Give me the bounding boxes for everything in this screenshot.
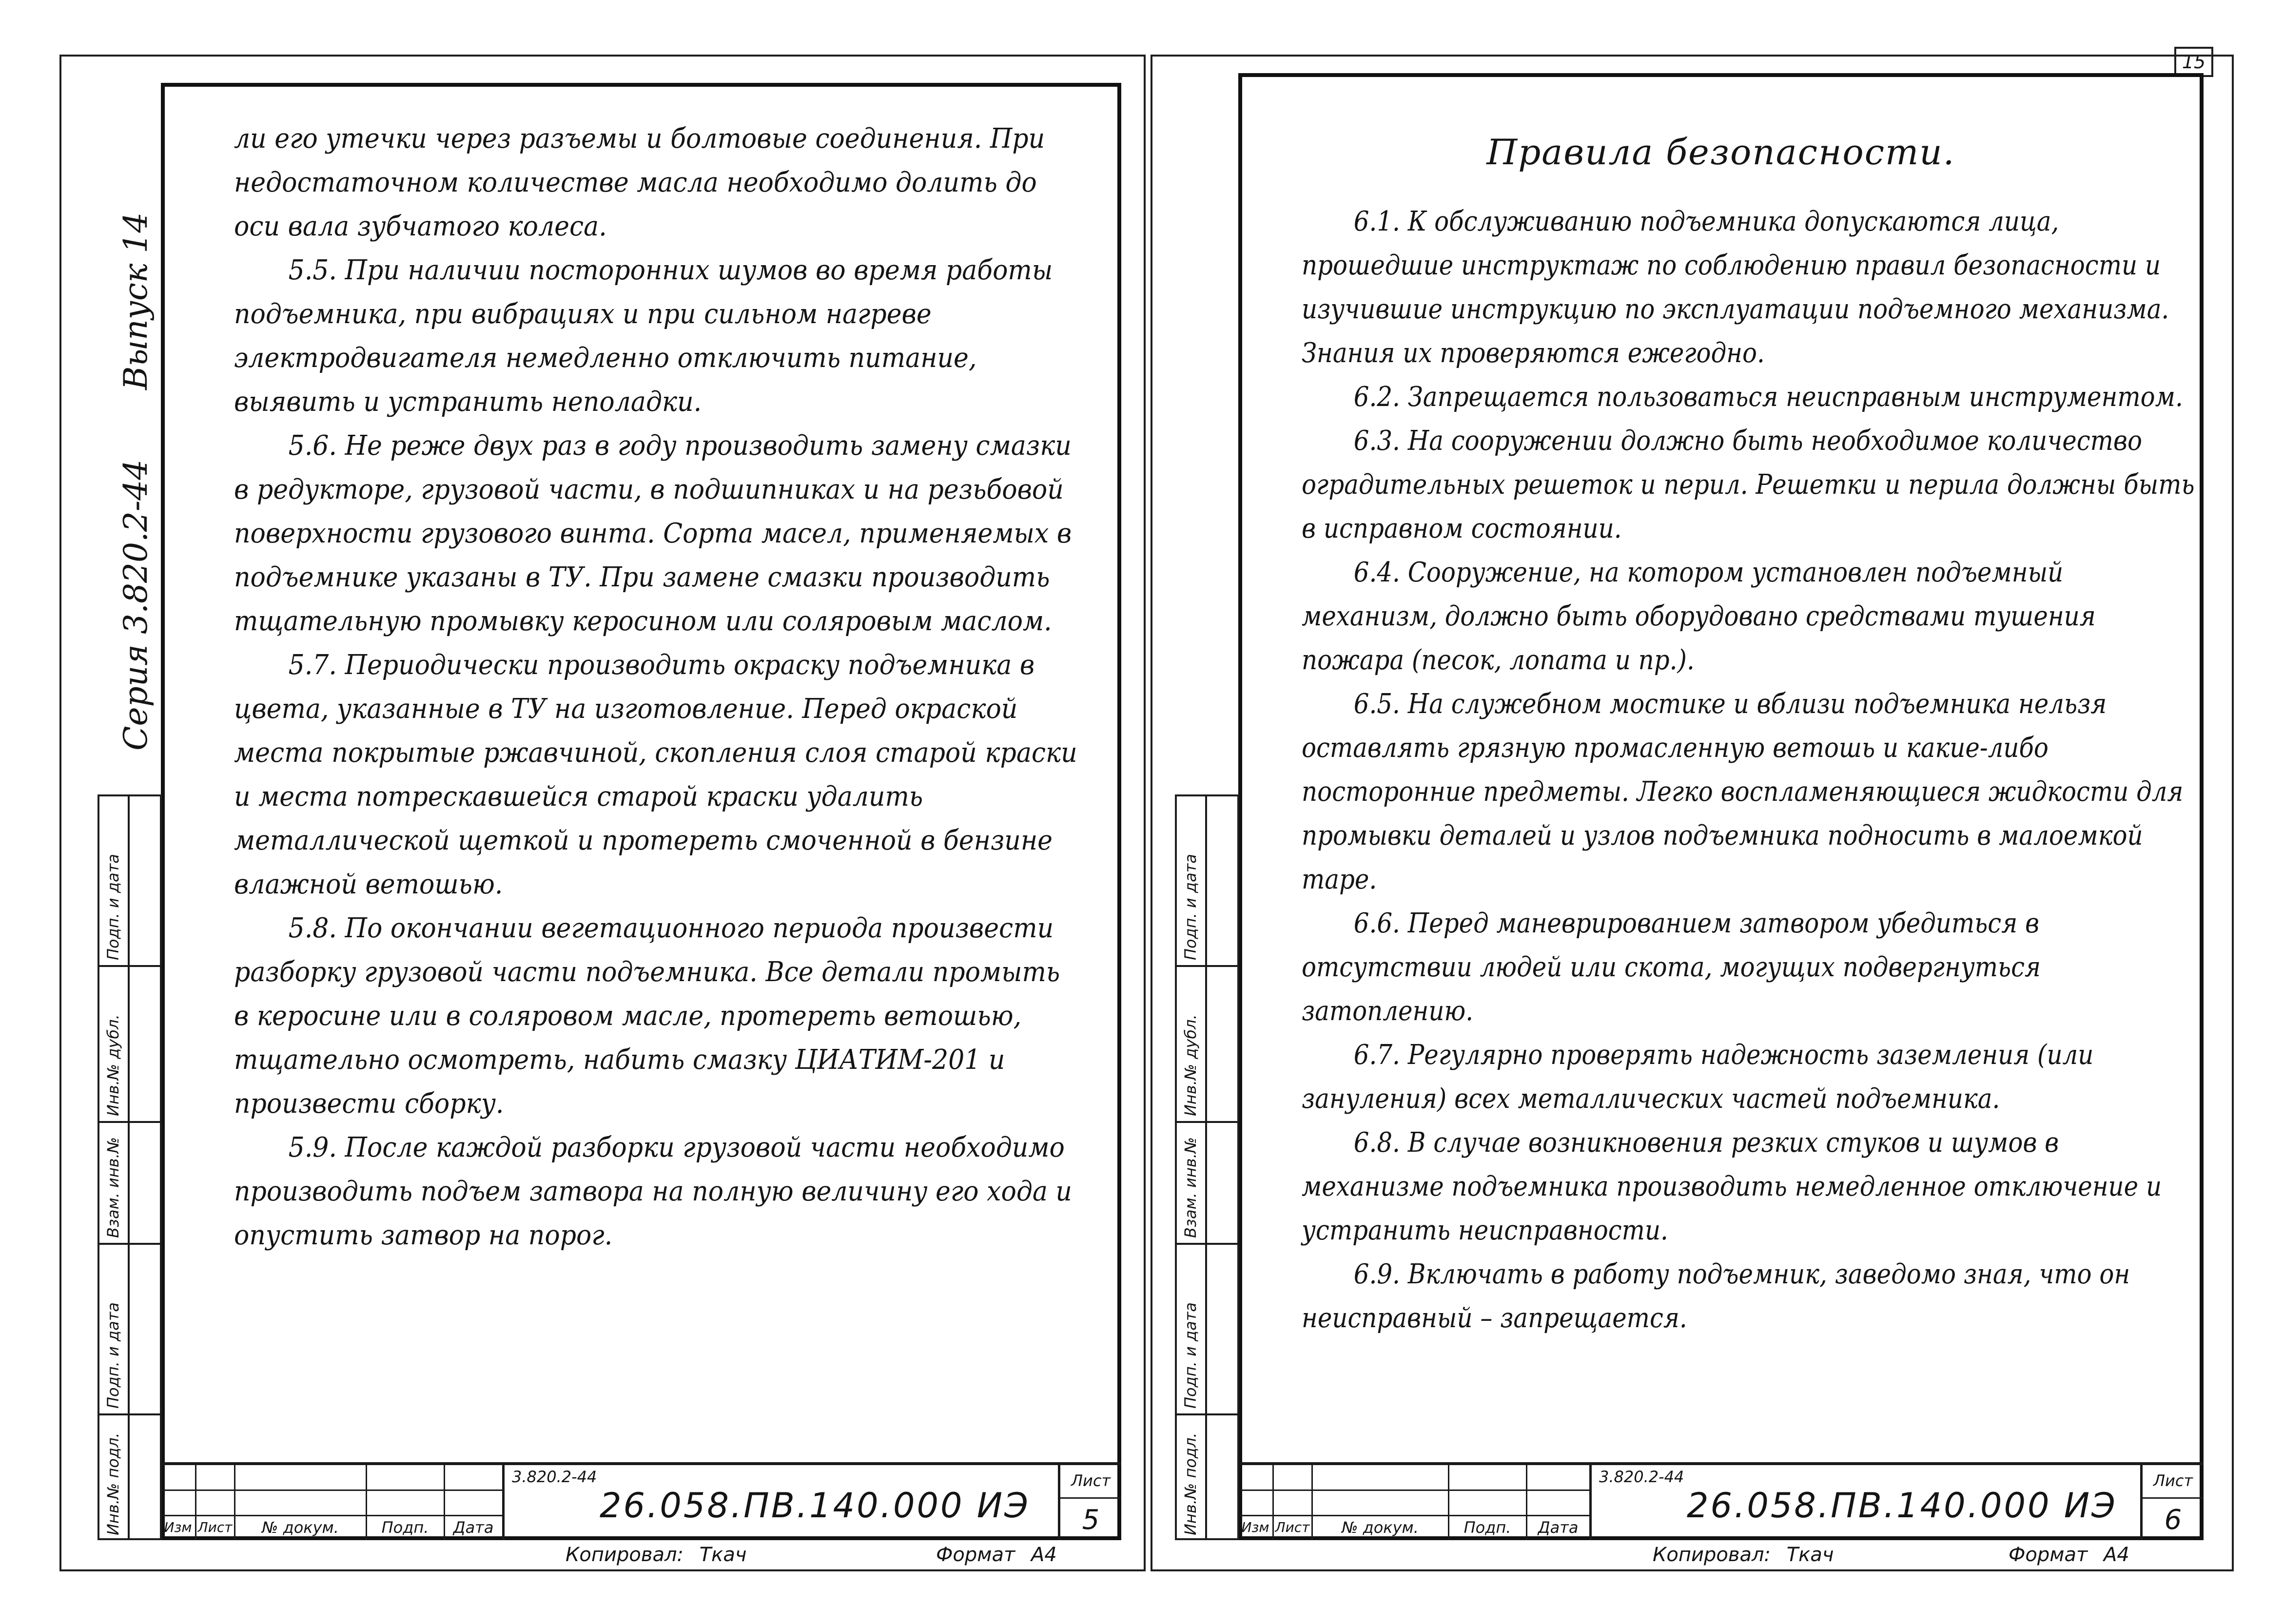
title-block-row-rule xyxy=(2140,1497,2204,1499)
side-stamp-label: Подп. и дата xyxy=(104,854,122,960)
side-stamp-label: Инв.№ подл. xyxy=(1181,1432,1200,1535)
copied-sign: Ткач xyxy=(1786,1544,1834,1566)
title-block-row-rule xyxy=(161,1489,502,1491)
format-value: А4 xyxy=(2104,1544,2129,1566)
title-block-row-rule xyxy=(1238,1515,1589,1516)
sheet-label: Лист xyxy=(1071,1471,1111,1490)
format xyxy=(2009,1545,2129,1565)
paragraph-5-6: 5.6. Не реже двух раз в году производить замену смазки в редукторе, грузовой части, в подшипниках и на резьбовой поверхности грузового винта. Сорта масел, применяемых в подъемнике указаны в ТУ. При замене смазки производить тщательную промывку керосином или соляровым маслом. xyxy=(234,430,1072,637)
side-stamp-label: Взам. инв.№ xyxy=(1181,1137,1200,1238)
col-label-date: Дата xyxy=(453,1518,494,1537)
col-label-doc: № докум. xyxy=(1342,1518,1419,1537)
col-label-list: Лист xyxy=(197,1519,233,1535)
paragraph-5-7: 5.7. Периодически производить окраску подъемника в цвета, указанные в ТУ на изготовление. Перед окраской места покрытые ржавчиной, скопления слоя старой краски и места потрескавшейся старой краски удалить металлической щеткой и протереть смоченной в бензине влажной ветошью. xyxy=(234,649,1077,900)
side-stamp-rule xyxy=(98,1243,162,1245)
title-block-col xyxy=(1589,1462,1592,1540)
right-body-text xyxy=(1302,200,2195,1340)
paragraph-6-1: 6.1. К обслуживанию подъемника допускаются лица, прошедшие инструктаж по соблюдению правил безопасности и изучившие инструкцию по эксплуатации подъемного механизма. Знания их проверяются ежегодно. xyxy=(1302,206,2169,369)
paragraph-6-8: 6.8. В случае возникновения резких стуков и шумов в механизме подъемника производить немедленное отключение и устранить неисправности. xyxy=(1302,1127,2162,1246)
page-title: Правила безопасности. xyxy=(1486,132,1955,173)
issue-label: Выпуск 14 xyxy=(117,212,155,390)
col-label-sign: Подп. xyxy=(381,1518,429,1537)
copied-by xyxy=(566,1545,746,1565)
format-label: Формат xyxy=(936,1544,1015,1566)
side-stamp-label: Подп. и дата xyxy=(1181,1302,1200,1409)
sheet-number: 15 xyxy=(2182,51,2206,73)
title-block-top-rule xyxy=(161,1462,1121,1465)
side-stamp-rule xyxy=(98,1413,162,1415)
col-label-date: Дата xyxy=(1538,1518,1579,1537)
copied-label: Копировал: xyxy=(566,1544,684,1566)
side-stamp-divider xyxy=(128,794,130,1540)
right-page xyxy=(1151,0,2283,1624)
col-label-sign: Подп. xyxy=(1463,1518,1511,1537)
side-stamp-label: Подп. и дата xyxy=(1181,854,1200,960)
title-block xyxy=(161,1462,1121,1540)
col-label-list: Лист xyxy=(1275,1519,1310,1535)
sheet-value: 6 xyxy=(2164,1504,2182,1536)
side-stamp-label: Инв.№ дубл. xyxy=(1181,1014,1200,1116)
title-block-row-rule xyxy=(161,1515,502,1516)
format xyxy=(936,1545,1057,1565)
paragraph-6-2: 6.2. Запрещается пользоваться неисправным инструментом. xyxy=(1353,381,2183,413)
title-block-row-rule xyxy=(1238,1489,1589,1491)
side-stamp-rule xyxy=(98,965,162,967)
title-block-top-rule xyxy=(1238,1462,2204,1465)
side-stamp-label: Подп. и дата xyxy=(104,1302,122,1409)
side-stamp-rule xyxy=(1175,1121,1239,1123)
side-stamp-label: Инв.№ подл. xyxy=(104,1432,122,1535)
series-label: Серия 3.820.2-44 xyxy=(117,459,155,751)
series-code: 3.820.2-44 xyxy=(1599,1468,1684,1486)
paragraph-6-6: 6.6. Перед маневрированием затвором убедиться в отсутствии людей или скота, могущих подвергнуться затоплению. xyxy=(1302,908,2041,1027)
title-block-row-rule xyxy=(1058,1497,1121,1499)
side-stamp-label: Инв.№ дубл. xyxy=(104,1014,122,1116)
document-code: 26.058.ПВ.140.000 ИЭ xyxy=(600,1486,1031,1526)
copied-label: Копировал: xyxy=(1653,1544,1771,1566)
side-stamp-rule xyxy=(98,1121,162,1123)
document-code: 26.058.ПВ.140.000 ИЭ xyxy=(1687,1486,2118,1526)
paragraph-6-4: 6.4. Сооружение, на котором установлен подъемный механизм, должно быть оборудовано средствами тушения пожара (песок, лопата и пр.). xyxy=(1302,557,2096,676)
paragraph-6-9: 6.9. Включать в работу подъемник, заведомо зная, что он неисправный – запрещается. xyxy=(1302,1258,2130,1334)
format-value: А4 xyxy=(1031,1544,1057,1566)
side-stamp-rule xyxy=(1175,965,1239,967)
format-label: Формат xyxy=(2009,1544,2088,1566)
paragraph-6-5: 6.5. На служебном мостике и вблизи подъемника нельзя оставлять грязную промасленную ветошь и какие-либо посторонние предметы. Легко воспламеняющиеся жидкости для промывки деталей и узлов подъемника подносить в малоемкой таре. xyxy=(1302,688,2184,895)
title-block-col xyxy=(502,1462,505,1540)
paragraph: ли его утечки через разъемы и болтовые соединения. При недостаточном количестве масла необходимо долить до оси вала зубчатого колеса. xyxy=(234,123,1045,242)
copied-by xyxy=(1653,1545,1834,1565)
col-label-izm: Изм xyxy=(164,1519,192,1535)
side-stamp-rule xyxy=(1175,1243,1239,1245)
paragraph-6-7: 6.7. Регулярно проверять надежность заземления (или зануления) всех металлических частей подъемника. xyxy=(1302,1039,2094,1115)
left-body-text xyxy=(234,117,1077,1257)
paragraph-5-5: 5.5. При наличии посторонних шумов во время работы подъемника, при вибрациях и при сильном нагреве электродвигателя немедленно отключить питание, выявить и устранить неполадки. xyxy=(234,254,1053,418)
paragraph-6-3: 6.3. На сооружении должно быть необходимое количество оградительных решеток и перил. Решетки и перила должны быть в исправном состоянии. xyxy=(1302,425,2195,544)
sheet-value: 5 xyxy=(1082,1504,1100,1536)
copied-sign: Ткач xyxy=(699,1544,747,1566)
side-stamp-rule xyxy=(1175,1413,1239,1415)
side-stamp-label: Взам. инв.№ xyxy=(104,1137,122,1238)
paragraph-5-9: 5.9. После каждой разборки грузовой части необходимо производить подъем затвора на полную величину его хода и опустить затвор на порог. xyxy=(234,1132,1072,1251)
series-code: 3.820.2-44 xyxy=(512,1468,597,1486)
side-stamp-divider xyxy=(1205,794,1207,1540)
col-label-doc: № докум. xyxy=(262,1518,339,1537)
title-block xyxy=(1238,1462,2204,1540)
col-label-izm: Изм xyxy=(1241,1519,1269,1535)
sheet-label: Лист xyxy=(2153,1471,2193,1490)
paragraph-5-8: 5.8. По окончании вегетационного периода произвести разборку грузовой части подъемника. Все детали промыть в керосине или в соляровом масле, протереть ветошью, тщательно осмотреть, набить смазку ЦИАТИМ-201 и произвести сборку. xyxy=(234,912,1060,1120)
